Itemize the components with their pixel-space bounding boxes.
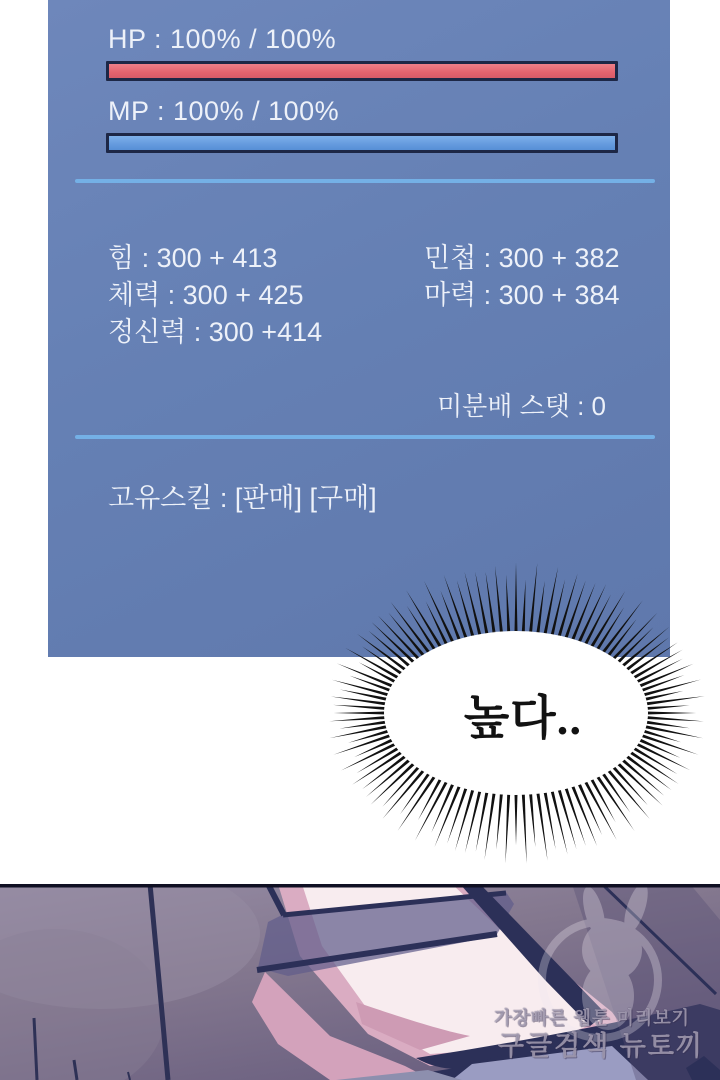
unique-skills-line: 고유스킬 : [판매] [구매] [108, 483, 377, 513]
divider-top [75, 179, 655, 183]
stat-spirit: 정신력 : 300 +414 [108, 317, 323, 347]
mp-label: MP : 100% / 100% [108, 96, 340, 126]
stat-column-left [108, 240, 322, 351]
stat-magic: 마력 : 300 + 384 [424, 280, 620, 310]
stat-agility: 민첩 : 300 + 382 [424, 243, 620, 273]
stat-strength: 힘 : 300 + 413 [108, 243, 278, 273]
unallocated-stat-points: 미분배 스탯 : 0 [437, 391, 606, 421]
status-window [48, 0, 670, 657]
watermark-site-name: 구글검색 뉴토끼 [497, 1031, 704, 1061]
hp-label: HP : 100% / 100% [108, 24, 337, 54]
stat-column-right [424, 240, 620, 314]
speech-bubble [322, 562, 712, 866]
speech-bubble-text: 높다.. [463, 692, 583, 745]
mp-bar [106, 133, 618, 153]
panel-frame-line [0, 884, 720, 888]
hp-bar [106, 61, 618, 81]
artwork-panel [0, 884, 720, 1080]
mp-bar-fill [109, 136, 615, 150]
hp-bar-fill [109, 64, 615, 78]
watermark-tagline: 가장빠른 웹툰 미리보기 [494, 1008, 690, 1028]
stat-vitality: 체력 : 300 + 425 [108, 280, 304, 310]
divider-bottom [75, 435, 655, 439]
